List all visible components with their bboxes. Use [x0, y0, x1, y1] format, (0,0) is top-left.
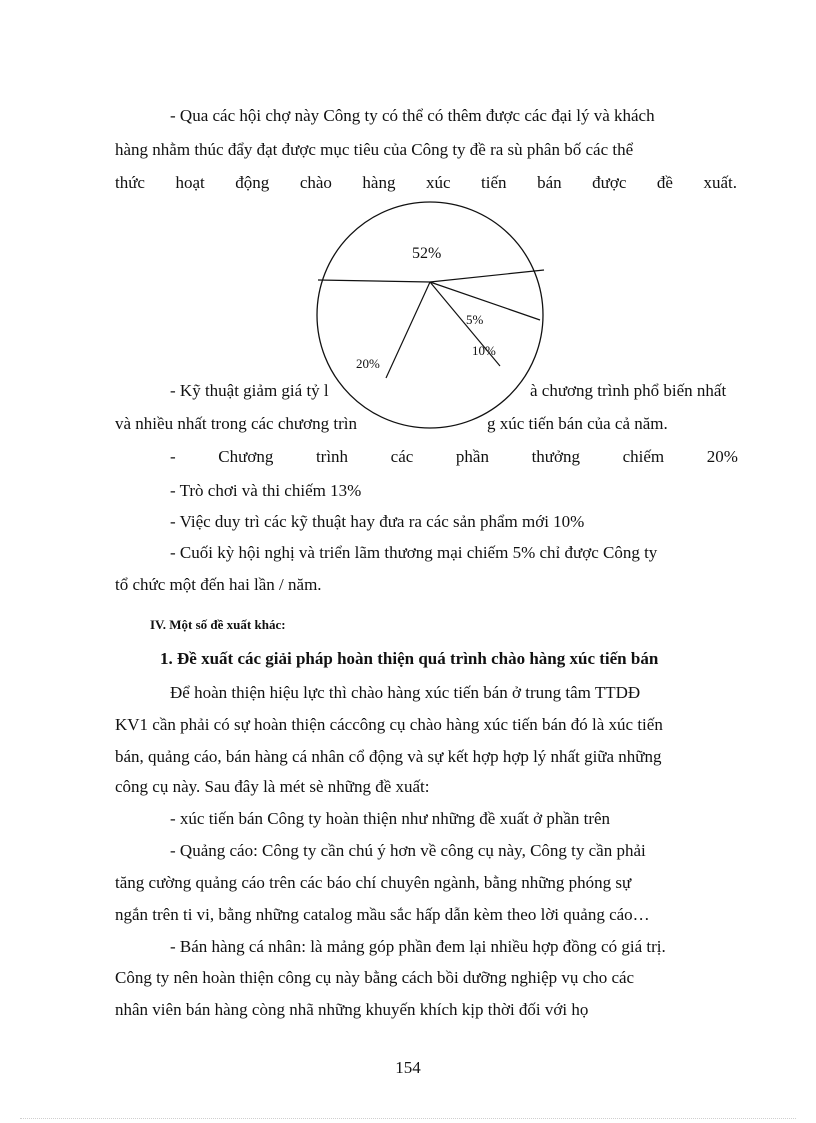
word: được — [592, 173, 627, 192]
word: Chương — [218, 447, 274, 466]
section-heading: IV. Một số đề xuất khác: — [150, 617, 286, 632]
pie-chart — [300, 198, 560, 443]
word: chào — [299, 173, 332, 192]
word: thức — [115, 173, 145, 192]
word: hoạt — [175, 173, 205, 192]
bullet-promo: - xúc tiến bán Công ty hoàn thiện như những đề xuất ở phần trên — [170, 809, 611, 828]
word: hàng — [362, 173, 396, 192]
paragraph-2-line-2-left: và nhiều nhất trong các chương trìn — [115, 414, 357, 433]
paragraph-3-line-4: công cụ này. Sau đây là mét sè những đề xuất: — [115, 777, 430, 796]
word: chiếm — [622, 447, 665, 466]
word: trình — [315, 447, 349, 466]
word: phần — [455, 447, 489, 466]
pie-label-20: 20% — [356, 356, 380, 371]
word: các — [390, 447, 414, 466]
bullet-games: - Trò chơi và thi chiếm 13% — [170, 481, 362, 500]
word: xúc — [425, 173, 451, 192]
paragraph-sales-line-1: - Bán hàng cá nhân: là mảng góp phần đem lại nhiều hợp đồng có giá trị. — [170, 937, 666, 956]
word: tiến — [481, 173, 507, 192]
paragraph-ads-line-2: tăng cường quảng cáo trên các báo chí chuyên ngành, bằng những phóng sự — [115, 873, 632, 892]
pie-label-52: 52% — [412, 245, 442, 262]
paragraph-1-line-1: - Qua các hội chợ này Công ty có thể có thêm được các đại lý và khách — [170, 106, 655, 125]
paragraph-1-line-3 — [115, 172, 737, 194]
paragraph-2-line-1-right: à chương trình phổ biến nhất — [530, 381, 727, 400]
word: xuất. — [703, 173, 737, 192]
paragraph-2-line-2-right: g xúc tiến bán của cả năm. — [487, 414, 668, 433]
subheading: 1. Đề xuất các giải pháp hoàn thiện quá trình chào hàng xúc tiến bán — [160, 649, 659, 668]
bullet-conference-line-1: - Cuối kỳ hội nghị và triển lãm thương mại chiếm 5% chỉ được Công ty — [170, 543, 658, 562]
word: động — [235, 173, 270, 192]
bottom-divider — [20, 1118, 796, 1119]
paragraph-3-line-3: bán, quảng cáo, bán hàng cá nhân cổ động và sự kết hợp hợp lý nhất giữa những — [115, 747, 662, 766]
paragraph-ads-line-1: - Quảng cáo: Công ty cần chú ý hơn về công cụ này, Công ty cần phải — [170, 841, 646, 860]
bullet-conference-line-2: tổ chức một đến hai lần / năm. — [115, 575, 322, 594]
paragraph-sales-line-2: Công ty nên hoàn thiện công cụ này bằng cách bồi dưỡng nghiệp vụ cho các — [115, 968, 635, 987]
paragraph-ads-line-3: ngắn trên ti vi, bằng những catalog mầu sắc hấp dẫn kèm theo lời quảng cáo… — [115, 905, 650, 924]
pie-outline — [317, 202, 543, 428]
bullet-maintain: - Việc duy trì các kỹ thuật hay đưa ra các sản phẩm mới 10% — [170, 512, 585, 531]
word: 20% — [706, 447, 738, 466]
bullet-rewards — [170, 446, 738, 468]
page-number: 154 — [395, 1058, 421, 1077]
paragraph-sales-line-3: nhân viên bán hàng còng nhã những khuyến khích kịp thời đối với họ — [115, 1000, 589, 1019]
paragraph-3-line-1: Để hoàn thiện hiệu lực thì chào hàng xúc tiến bán ở trung tâm TTDĐ — [170, 683, 641, 702]
word: - — [170, 447, 176, 466]
paragraph-3-line-2: KV1 cần phải có sự hoàn thiện cáccông cụ chào hàng xúc tiến bán đó là xúc tiến — [115, 715, 663, 734]
word: bán — [537, 173, 562, 192]
paragraph-2-line-1-left: - Kỹ thuật giảm giá tỷ l — [170, 381, 329, 400]
word: đề — [656, 173, 673, 192]
pie-label-10: 10% — [472, 343, 496, 358]
paragraph-1-line-2: hàng nhằm thúc đẩy đạt được mục tiêu của Công ty đề ra sù phân bố các thể — [115, 140, 634, 159]
pie-label-5: 5% — [466, 312, 484, 327]
pie-chart-svg — [300, 198, 560, 443]
word: thưởng — [531, 447, 580, 466]
